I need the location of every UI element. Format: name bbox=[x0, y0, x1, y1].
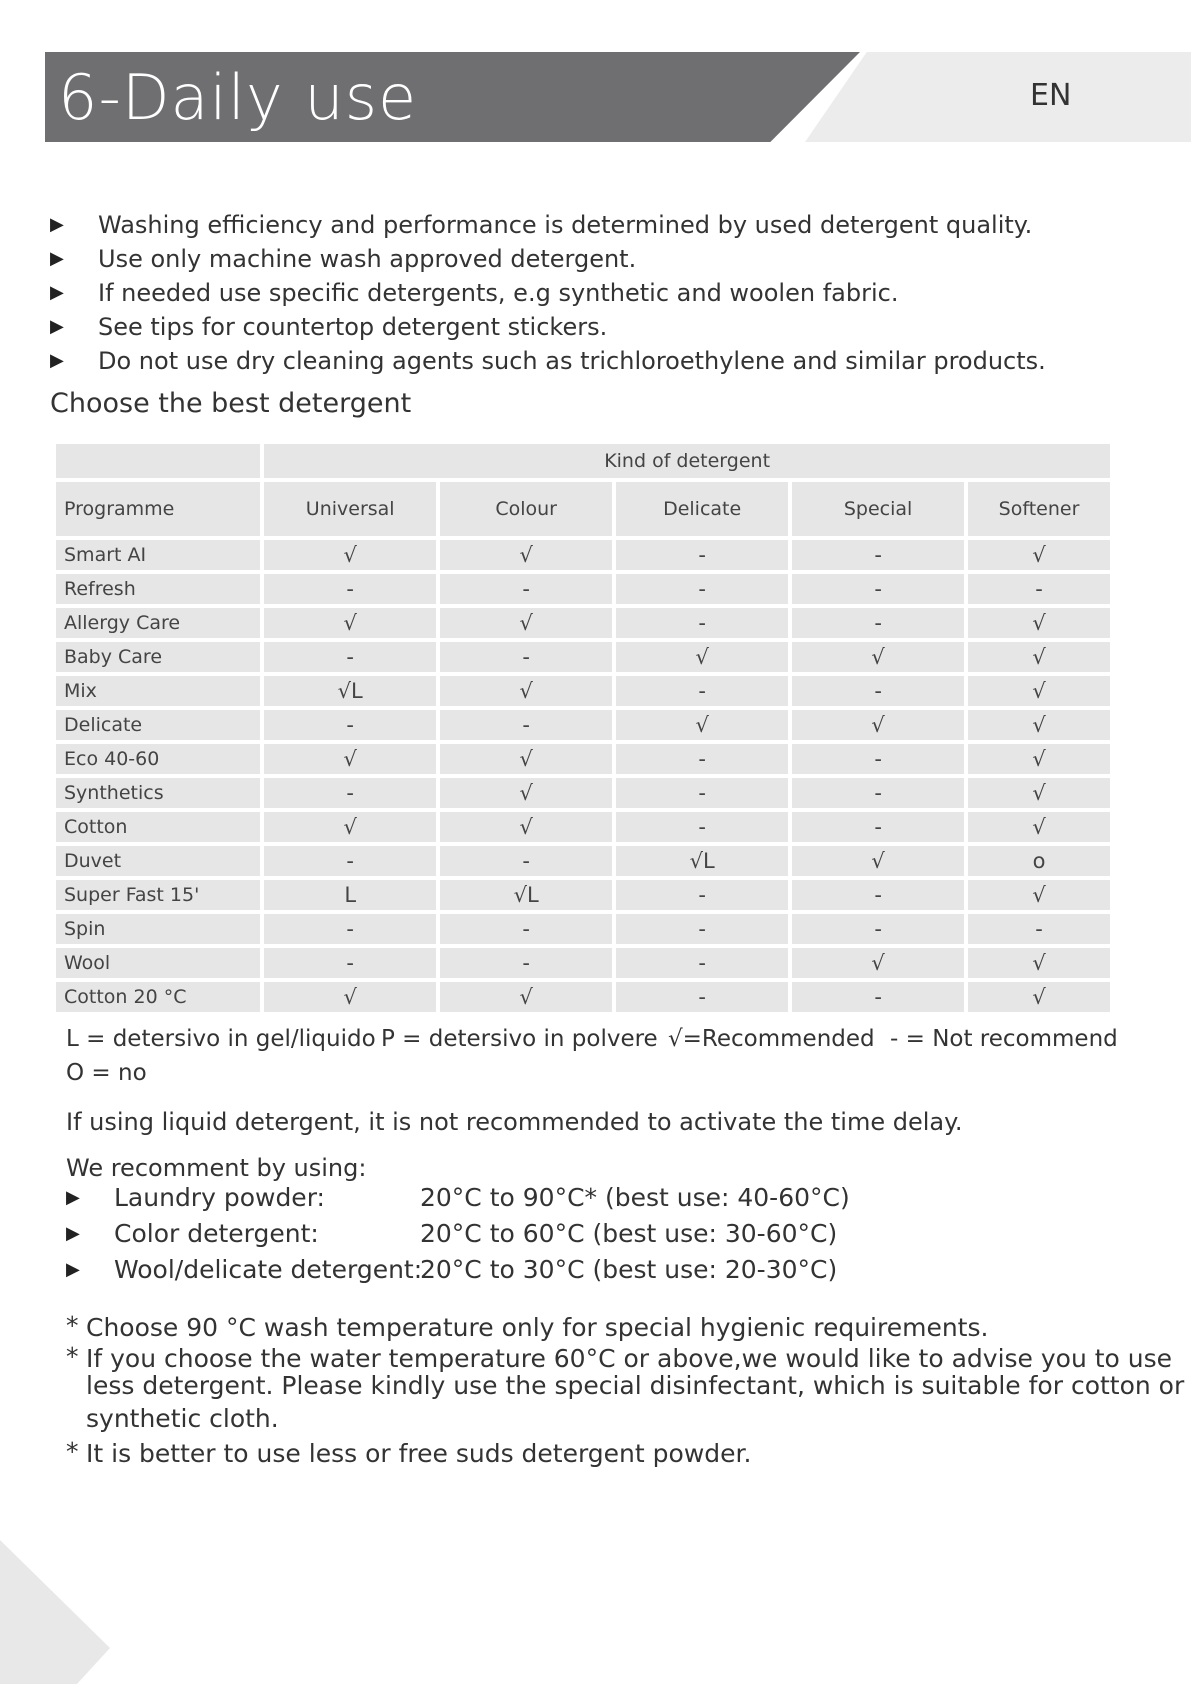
column-header: Softener bbox=[968, 482, 1110, 536]
table-row bbox=[56, 778, 1110, 808]
list-item: ▶ Washing efficiency and performance is determined by used detergent quality. bbox=[50, 208, 1150, 242]
table-row bbox=[56, 608, 1110, 638]
detergent-cell: √ bbox=[968, 710, 1110, 740]
programme-cell: Refresh bbox=[56, 574, 260, 604]
detergent-cell: √ bbox=[968, 948, 1110, 978]
programme-cell: Wool bbox=[56, 948, 260, 978]
detergent-cell: - bbox=[616, 948, 788, 978]
detergent-cell: - bbox=[792, 812, 964, 842]
detergent-cell: - bbox=[616, 540, 788, 570]
programme-cell: Allergy Care bbox=[56, 608, 260, 638]
programme-cell: Cotton 20 °C bbox=[56, 982, 260, 1012]
group-header: Kind of detergent bbox=[264, 444, 1110, 478]
table-row bbox=[56, 642, 1110, 672]
table-row bbox=[56, 948, 1110, 978]
detergent-cell: √ bbox=[616, 710, 788, 740]
detergent-cell: - bbox=[968, 574, 1110, 604]
programme-cell: Eco 40-60 bbox=[56, 744, 260, 774]
detergent-cell: √ bbox=[440, 540, 612, 570]
table-corner-cell bbox=[56, 444, 260, 478]
detergent-cell: √ bbox=[968, 778, 1110, 808]
detergent-cell: √ bbox=[968, 642, 1110, 672]
legend-not-recommended: - = Not recommend bbox=[890, 1026, 1118, 1052]
detergent-cell: - bbox=[440, 914, 612, 944]
detergent-cell: - bbox=[792, 540, 964, 570]
detergent-cell: - bbox=[264, 710, 436, 740]
detergent-cell: - bbox=[616, 574, 788, 604]
table-row bbox=[56, 880, 1110, 910]
list-item: ▶ If needed use specific detergents, e.g synthetic and woolen fabric. bbox=[50, 276, 1150, 310]
detergent-cell: - bbox=[264, 642, 436, 672]
table-row bbox=[56, 676, 1110, 706]
detergent-cell: - bbox=[264, 574, 436, 604]
detergent-cell: √ bbox=[264, 608, 436, 638]
list-item: ▶ Use only machine wash approved detergent. bbox=[50, 242, 1150, 276]
programme-cell: Delicate bbox=[56, 710, 260, 740]
detergent-cell: - bbox=[616, 914, 788, 944]
detergent-cell: - bbox=[792, 778, 964, 808]
detergent-cell: - bbox=[616, 812, 788, 842]
detergent-cell: √ bbox=[968, 608, 1110, 638]
column-header: Colour bbox=[440, 482, 612, 536]
detergent-cell: - bbox=[616, 778, 788, 808]
list-item: ▶ See tips for countertop detergent stickers. bbox=[50, 310, 1150, 344]
table-body bbox=[56, 540, 1110, 1012]
detergent-cell: - bbox=[616, 608, 788, 638]
detergent-cell: - bbox=[440, 710, 612, 740]
legend-recommended: √=Recommended bbox=[668, 1026, 875, 1052]
detergent-cell: √ bbox=[968, 812, 1110, 842]
detergent-cell: √ bbox=[440, 608, 612, 638]
detergent-cell: √ bbox=[968, 982, 1110, 1012]
detergent-table bbox=[52, 440, 1114, 1016]
page-title: 6-Daily use bbox=[58, 61, 418, 134]
detergent-cell: √L bbox=[264, 676, 436, 706]
triangle-bullet-icon: ▶ bbox=[66, 1187, 80, 1208]
detergent-cell: - bbox=[264, 778, 436, 808]
recommend-intro: We recomment by using: bbox=[66, 1154, 367, 1182]
detergent-cell: - bbox=[440, 948, 612, 978]
triangle-bullet-icon: ▶ bbox=[66, 1259, 80, 1280]
tips-list bbox=[50, 208, 1150, 378]
detergent-cell: - bbox=[792, 914, 964, 944]
detergent-cell: √ bbox=[264, 540, 436, 570]
header-language-tab bbox=[805, 52, 1191, 142]
triangle-bullet-icon: ▶ bbox=[66, 1223, 80, 1244]
detergent-cell: - bbox=[792, 574, 964, 604]
detergent-cell: √ bbox=[264, 982, 436, 1012]
detergent-cell: - bbox=[440, 574, 612, 604]
detergent-cell: √ bbox=[968, 540, 1110, 570]
detergent-cell: √ bbox=[968, 744, 1110, 774]
detergent-cell: - bbox=[616, 982, 788, 1012]
programme-cell: Smart AI bbox=[56, 540, 260, 570]
programme-cell: Baby Care bbox=[56, 642, 260, 672]
table-row bbox=[56, 914, 1110, 944]
column-header: Universal bbox=[264, 482, 436, 536]
programme-cell: Super Fast 15' bbox=[56, 880, 260, 910]
detergent-cell: - bbox=[968, 914, 1110, 944]
triangle-bullet-icon: ▶ bbox=[50, 282, 64, 303]
detergent-cell: √ bbox=[264, 812, 436, 842]
legend-powder: P = detersivo in polvere bbox=[381, 1026, 658, 1052]
detergent-cell: √ bbox=[968, 880, 1110, 910]
programme-cell: Spin bbox=[56, 914, 260, 944]
column-header: Programme bbox=[56, 482, 260, 536]
detergent-cell: √ bbox=[968, 676, 1110, 706]
liquid-detergent-note: If using liquid detergent, it is not recommended to activate the time delay. bbox=[66, 1108, 963, 1136]
table-row bbox=[56, 846, 1110, 876]
detergent-cell: - bbox=[264, 914, 436, 944]
detergent-cell: √ bbox=[440, 812, 612, 842]
programme-cell: Duvet bbox=[56, 846, 260, 876]
legend-no: O = no bbox=[66, 1060, 147, 1086]
triangle-bullet-icon: ▶ bbox=[50, 350, 64, 371]
list-item: ▶ Do not use dry cleaning agents such as trichloroethylene and similar products. bbox=[50, 344, 1150, 378]
table-row bbox=[56, 710, 1110, 740]
table-header-row bbox=[56, 482, 1110, 536]
legend-liquid: L = detersivo in gel/liquido bbox=[66, 1026, 376, 1052]
detergent-cell: √ bbox=[792, 710, 964, 740]
detergent-cell: √ bbox=[792, 948, 964, 978]
triangle-bullet-icon: ▶ bbox=[50, 316, 64, 337]
detergent-cell: √L bbox=[616, 846, 788, 876]
detergent-cell: - bbox=[440, 846, 612, 876]
detergent-cell: - bbox=[792, 880, 964, 910]
programme-cell: Cotton bbox=[56, 812, 260, 842]
detergent-cell: √ bbox=[440, 778, 612, 808]
detergent-cell: √ bbox=[616, 642, 788, 672]
programme-cell: Mix bbox=[56, 676, 260, 706]
detergent-cell: - bbox=[616, 744, 788, 774]
table-row bbox=[56, 744, 1110, 774]
table-row bbox=[56, 540, 1110, 570]
detergent-cell: - bbox=[616, 880, 788, 910]
detergent-cell: √ bbox=[264, 744, 436, 774]
detergent-cell: - bbox=[264, 846, 436, 876]
column-header: Delicate bbox=[616, 482, 788, 536]
detergent-cell: - bbox=[792, 608, 964, 638]
detergent-cell: √ bbox=[440, 744, 612, 774]
detergent-cell: √ bbox=[440, 982, 612, 1012]
triangle-bullet-icon: ▶ bbox=[50, 248, 64, 269]
detergent-cell: - bbox=[792, 744, 964, 774]
table-row bbox=[56, 812, 1110, 842]
detergent-cell: √ bbox=[792, 642, 964, 672]
table-group-header-row bbox=[56, 444, 1110, 478]
detergent-cell: L bbox=[264, 880, 436, 910]
detergent-cell: - bbox=[792, 676, 964, 706]
detergent-cell: - bbox=[616, 676, 788, 706]
page-corner-decoration bbox=[0, 1540, 110, 1684]
detergent-cell: o bbox=[968, 846, 1110, 876]
table-row bbox=[56, 574, 1110, 604]
table-row bbox=[56, 982, 1110, 1012]
detergent-cell: √ bbox=[440, 676, 612, 706]
triangle-bullet-icon: ▶ bbox=[50, 214, 64, 235]
detergent-cell: √L bbox=[440, 880, 612, 910]
language-label: EN bbox=[1030, 78, 1072, 113]
section-title: Choose the best detergent bbox=[50, 388, 412, 419]
detergent-cell: - bbox=[792, 982, 964, 1012]
detergent-cell: √ bbox=[792, 846, 964, 876]
detergent-cell: - bbox=[440, 642, 612, 672]
programme-cell: Synthetics bbox=[56, 778, 260, 808]
column-header: Special bbox=[792, 482, 964, 536]
detergent-cell: - bbox=[264, 948, 436, 978]
